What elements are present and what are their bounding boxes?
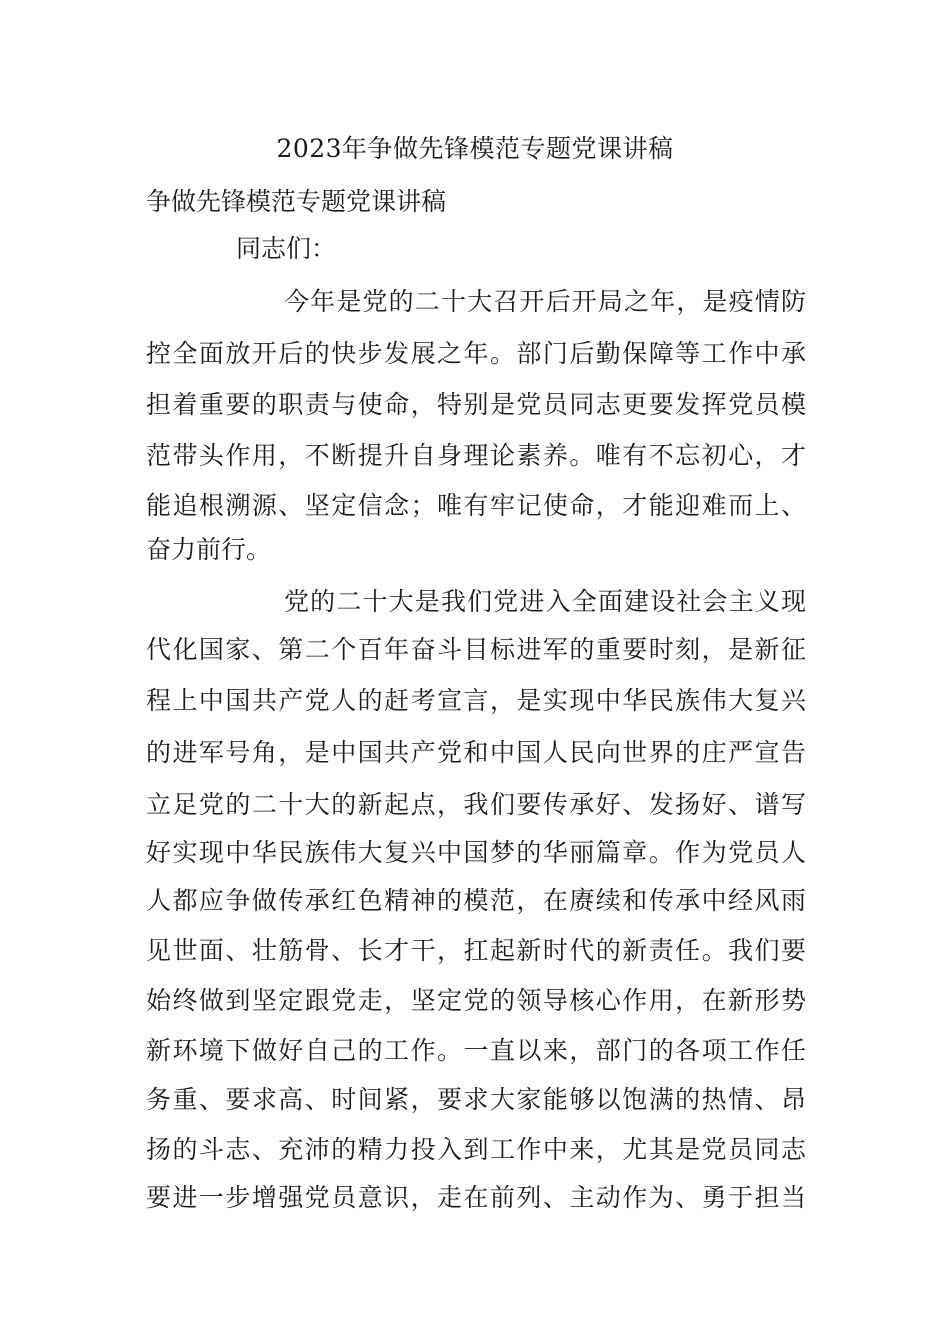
paragraph-1-line-6: 奋力前行。 — [146, 535, 272, 564]
paragraph-2-line-4: 的进军号角，是中国共产党和中国人民向世界的庄严宣告 — [146, 738, 806, 767]
paragraph-1-line-2: 控全面放开后的快步发展之年。部门后勤保障等工作中承 — [146, 339, 806, 368]
paragraph-2-line-10: 新环境下做好自己的工作。一直以来，部门的各项工作任 — [146, 1036, 806, 1065]
paragraph-1-line-3: 担着重要的职责与使命，特别是党员同志更要发挥党员模 — [146, 390, 806, 419]
paragraph-2-line-9: 始终做到坚定跟党走，坚定党的领导核心作用，在新形势 — [146, 986, 806, 1015]
paragraph-2-line-12: 扬的斗志、充沛的精力投入到工作中来，尤其是党员同志 — [146, 1135, 806, 1164]
paragraph-2-line-5: 立足党的二十大的新起点，我们要传承好、发扬好、谱写 — [146, 790, 806, 819]
paragraph-2-line-2: 代化国家、第二个百年奋斗目标进军的重要时刻，是新征 — [146, 635, 806, 664]
paragraph-2-line-13: 要进一步增强党员意识，走在前列、主动作为、勇于担当 — [146, 1183, 806, 1212]
paragraph-2-line-11: 务重、要求高、时间紧，要求大家能够以饱满的热情、昂 — [146, 1085, 806, 1114]
paragraph-1-line-1: 今年是党的二十大召开后开局之年，是疫情防 — [284, 287, 806, 316]
paragraph-1-line-5: 能追根溯源、坚定信念；唯有牢记使命，才能迎难而上、 — [146, 491, 806, 520]
paragraph-2-line-8: 见世面、壮筋骨、长才干，扛起新时代的新责任。我们要 — [146, 936, 806, 965]
document-title: 2023年争做先锋模范专题党课讲稿 — [276, 134, 674, 163]
paragraph-2-line-3: 程上中国共产党人的赶考宣言，是实现中华民族伟大复兴 — [146, 686, 806, 715]
paragraph-2-line-6: 好实现中华民族伟大复兴中国梦的华丽篇章。作为党员人 — [146, 838, 806, 867]
paragraph-2-line-1: 党的二十大是我们党进入全面建设社会主义现 — [284, 587, 806, 616]
salutation: 同志们： — [236, 234, 337, 263]
document-subtitle: 争做先锋模范专题党课讲稿 — [146, 187, 447, 216]
paragraph-2-line-7: 人都应争做传承红色精神的模范，在赓续和传承中经风雨 — [146, 886, 806, 915]
paragraph-1-line-4: 范带头作用，不断提升自身理论素养。唯有不忘初心，才 — [146, 441, 806, 470]
